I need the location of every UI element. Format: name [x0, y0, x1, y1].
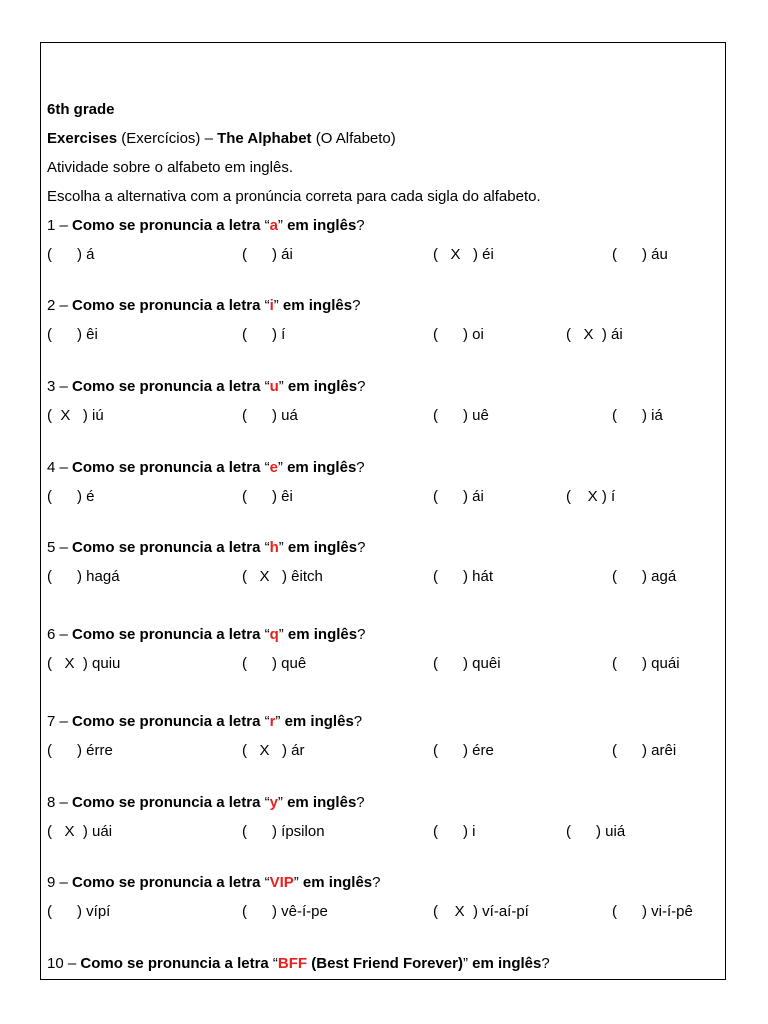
question-number: 4 – [47, 459, 73, 476]
option-checkbox[interactable]: ( ) [47, 488, 82, 505]
question-text: Como se pronuncia a letra [72, 713, 265, 730]
answer-option[interactable] [433, 823, 476, 841]
option-checkbox[interactable]: ( X ) [242, 568, 287, 585]
answer-option[interactable] [242, 407, 298, 425]
answer-option[interactable] [242, 246, 293, 264]
option-checkbox[interactable]: ( ) [433, 742, 468, 759]
option-checkbox[interactable]: ( ) [433, 655, 468, 672]
option-checkbox[interactable]: ( X ) [47, 407, 88, 424]
option-label: ái [281, 246, 293, 263]
question-9: 9 – Como se pronuncia a letra “VIP” em inglês? [47, 874, 381, 891]
alphabet-label: The Alphabet [217, 130, 312, 147]
answer-option[interactable] [612, 903, 693, 921]
option-checkbox[interactable]: ( ) [612, 655, 647, 672]
question-2: 2 – Como se pronuncia a letra “i” em inglês? [47, 297, 361, 314]
answer-option[interactable] [612, 246, 668, 264]
answer-option[interactable] [566, 326, 623, 344]
question-number: 9 – [47, 874, 73, 891]
option-checkbox[interactable]: ( ) [242, 326, 277, 343]
question-number: 10 – [47, 955, 81, 972]
grade-heading: 6th grade [47, 101, 115, 118]
answer-option[interactable] [47, 568, 120, 586]
question-number: 2 – [47, 297, 73, 314]
question-number: 3 – [47, 378, 73, 395]
answer-option[interactable] [47, 488, 95, 506]
option-label: í [611, 488, 616, 505]
option-checkbox[interactable]: ( ) [242, 823, 277, 840]
answer-option[interactable] [47, 823, 112, 841]
answer-option[interactable] [242, 742, 305, 760]
option-checkbox[interactable]: ( ) [433, 823, 468, 840]
option-label: érre [86, 742, 113, 759]
option-label: hát [472, 568, 494, 585]
option-checkbox[interactable]: ( ) [47, 903, 82, 920]
answer-option[interactable] [433, 655, 501, 673]
option-checkbox[interactable]: ( X ) [47, 655, 88, 672]
option-label: ár [291, 742, 305, 759]
answer-option[interactable] [433, 903, 529, 921]
option-label: ái [611, 326, 623, 343]
option-checkbox[interactable]: ( ) [47, 568, 82, 585]
alphabet-translation: (O Alfabeto) [311, 130, 396, 147]
question-text: Como se pronuncia a letra [72, 297, 265, 314]
question-text: Como se pronuncia a letra [72, 794, 265, 811]
option-label: áu [651, 246, 668, 263]
option-checkbox[interactable]: ( ) [47, 742, 82, 759]
option-checkbox[interactable]: ( X ) [433, 246, 478, 263]
option-checkbox[interactable]: ( ) [242, 246, 277, 263]
option-checkbox[interactable]: ( ) [612, 407, 647, 424]
option-checkbox[interactable]: ( X ) [566, 488, 607, 505]
option-label: oi [472, 326, 484, 343]
question-text: Como se pronuncia a letra [72, 874, 265, 891]
question-text: Como se pronuncia a letra [80, 955, 273, 972]
exercises-translation: (Exercícios) – [117, 130, 218, 147]
option-label: vê-í-pe [281, 903, 328, 920]
option-label: uái [92, 823, 113, 840]
answer-option[interactable] [433, 488, 484, 506]
answer-option[interactable] [47, 742, 113, 760]
option-label: ái [472, 488, 484, 505]
option-checkbox[interactable]: ( ) [566, 823, 601, 840]
question-letter: a [269, 217, 278, 234]
exercises-label: Exercises [47, 130, 118, 147]
question-text: Como se pronuncia a letra [72, 626, 265, 643]
question-1: 1 – Como se pronuncia a letra “a” em inglês? [47, 217, 365, 234]
question-text: Como se pronuncia a letra [72, 539, 265, 556]
option-label: i [472, 823, 476, 840]
option-checkbox[interactable]: ( ) [433, 568, 468, 585]
option-label: quiu [92, 655, 121, 672]
answer-option[interactable] [242, 903, 328, 921]
answer-option[interactable] [242, 823, 325, 841]
question-letter: BFF [277, 955, 308, 972]
option-label: ére [472, 742, 494, 759]
question-letter: y [269, 794, 278, 811]
option-label: hagá [86, 568, 120, 585]
question-letter: e [269, 459, 278, 476]
question-number: 1 – [47, 217, 73, 234]
option-label: uá [281, 407, 298, 424]
question-7: 7 – Como se pronuncia a letra “r” em inglês? [47, 713, 363, 730]
answer-option[interactable] [47, 655, 120, 673]
option-checkbox[interactable]: ( ) [612, 568, 647, 585]
question-letter: h [269, 539, 279, 556]
option-checkbox[interactable]: ( ) [612, 903, 647, 920]
instructions: Escolha a alternativa com a pronúncia correta para cada sigla do alfabeto. [47, 188, 541, 205]
option-label: í [281, 326, 286, 343]
question-4: 4 – Como se pronuncia a letra “e” em inglês? [47, 459, 365, 476]
option-checkbox[interactable]: ( ) [47, 246, 82, 263]
answer-option[interactable] [242, 326, 285, 344]
option-label: vípí [86, 903, 111, 920]
option-label: arêi [651, 742, 677, 759]
option-label: quêi [472, 655, 501, 672]
answer-option[interactable] [433, 326, 484, 344]
option-label: á [86, 246, 95, 263]
option-checkbox[interactable]: ( X ) [433, 903, 478, 920]
answer-option[interactable] [566, 488, 615, 506]
question-6: 6 – Como se pronuncia a letra “q” em inglês? [47, 626, 366, 643]
question-number: 8 – [47, 794, 73, 811]
question-number: 7 – [47, 713, 73, 730]
answer-option[interactable] [242, 655, 306, 673]
option-label: vi-í-pê [651, 903, 693, 920]
question-8: 8 – Como se pronuncia a letra “y” em inglês? [47, 794, 365, 811]
answer-option[interactable] [612, 407, 663, 425]
option-label: iá [651, 407, 663, 424]
answer-option[interactable] [47, 246, 95, 264]
option-label: quái [651, 655, 680, 672]
option-checkbox[interactable]: ( ) [242, 903, 277, 920]
option-label: éi [482, 246, 494, 263]
question-3: 3 – Como se pronuncia a letra “u” em inglês? [47, 378, 366, 395]
answer-option[interactable] [242, 488, 293, 506]
option-checkbox[interactable]: ( ) [242, 488, 277, 505]
question-letter: VIP [269, 874, 294, 891]
option-checkbox[interactable]: ( ) [47, 326, 82, 343]
option-checkbox[interactable]: ( ) [433, 407, 468, 424]
answer-option[interactable] [612, 655, 680, 673]
option-checkbox[interactable]: ( X ) [242, 742, 287, 759]
question-text: Como se pronuncia a letra [72, 217, 265, 234]
option-checkbox[interactable]: ( X ) [566, 326, 607, 343]
option-checkbox[interactable]: ( ) [612, 246, 647, 263]
answer-option[interactable] [566, 823, 625, 841]
answer-option[interactable] [612, 742, 676, 760]
question-text: Como se pronuncia a letra [72, 378, 265, 395]
question-letter: r [269, 713, 276, 730]
question-letter: i [269, 297, 274, 314]
option-label: quê [281, 655, 307, 672]
option-checkbox[interactable]: ( ) [242, 407, 277, 424]
option-label: uê [472, 407, 489, 424]
answer-option[interactable] [433, 742, 494, 760]
option-label: é [86, 488, 95, 505]
question-number: 6 – [47, 626, 73, 643]
answer-option[interactable] [242, 568, 323, 586]
question-text: Como se pronuncia a letra [72, 459, 265, 476]
question-number: 5 – [47, 539, 73, 556]
option-checkbox[interactable]: ( ) [612, 742, 647, 759]
option-label: êi [281, 488, 293, 505]
answer-option[interactable] [612, 568, 676, 586]
option-label: ípsilon [281, 823, 325, 840]
option-label: iú [92, 407, 104, 424]
question-10: 10 – Como se pronuncia a letra “BFF (Best Friend Forever)” em inglês? [47, 955, 550, 972]
option-checkbox[interactable]: ( X ) [47, 823, 88, 840]
answer-option[interactable] [433, 246, 494, 264]
option-label: uiá [605, 823, 626, 840]
question-5: 5 – Como se pronuncia a letra “h” em inglês? [47, 539, 366, 556]
answer-option[interactable] [433, 568, 493, 586]
answer-option[interactable] [433, 407, 489, 425]
question-letter: q [269, 626, 279, 643]
option-checkbox[interactable]: ( ) [433, 326, 468, 343]
answer-option[interactable] [47, 326, 98, 344]
answer-option[interactable] [47, 903, 110, 921]
answer-option[interactable] [47, 407, 104, 425]
option-label: agá [651, 568, 677, 585]
option-checkbox[interactable]: ( ) [433, 488, 468, 505]
option-label: ví-aí-pí [482, 903, 529, 920]
option-checkbox[interactable]: ( ) [242, 655, 277, 672]
option-label: êi [86, 326, 98, 343]
option-label: êitch [291, 568, 323, 585]
question-letter: u [269, 378, 279, 395]
activity-description: Atividade sobre o alfabeto em inglês. [47, 159, 293, 176]
exercise-title [47, 130, 396, 148]
